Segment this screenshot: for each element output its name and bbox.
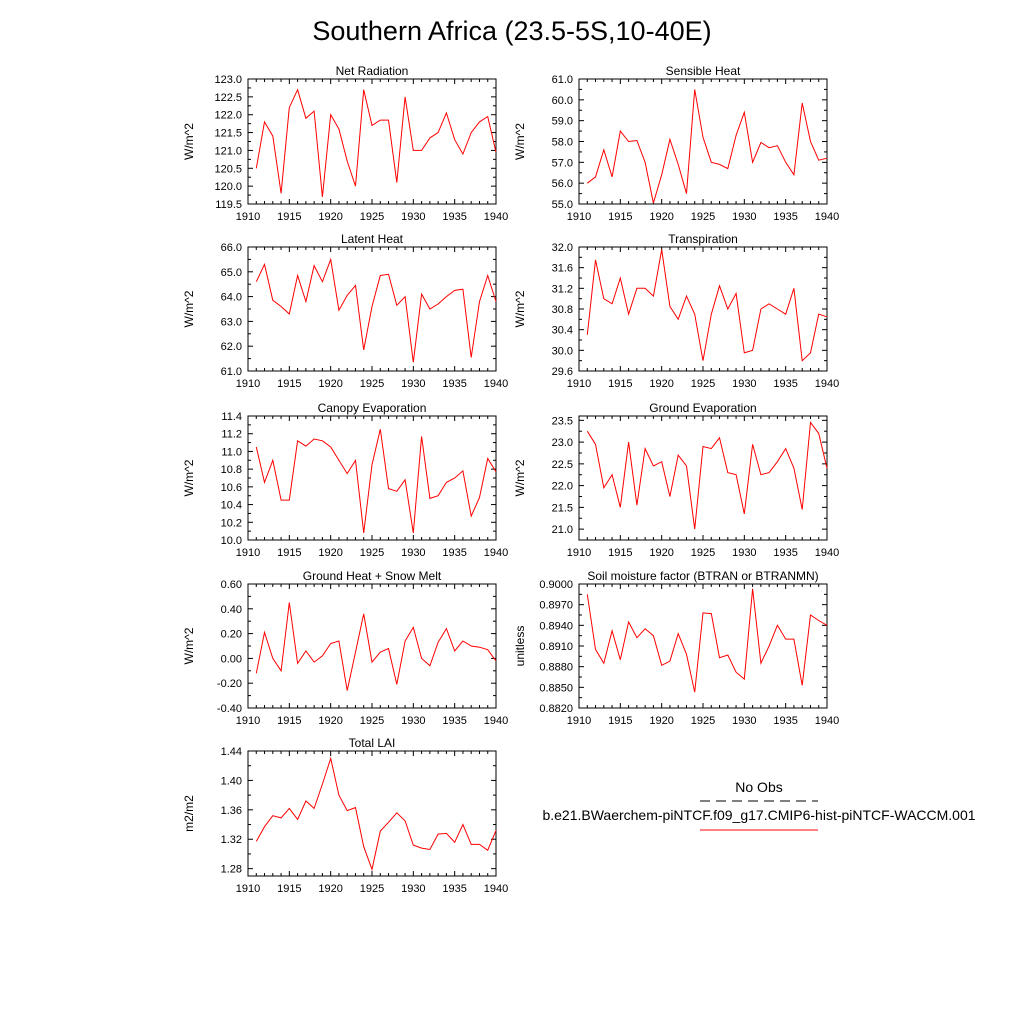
y-tick-label: 23.0 bbox=[551, 437, 573, 450]
y-tick-label: 62.0 bbox=[220, 341, 242, 354]
x-tick-label: 1930 bbox=[732, 547, 757, 559]
panel-title: Latent Heat bbox=[340, 232, 404, 246]
y-tick-label: 1.36 bbox=[220, 804, 242, 817]
x-tick-label: 1940 bbox=[483, 883, 509, 895]
data-series-line bbox=[256, 758, 496, 869]
x-tick-label: 1920 bbox=[649, 547, 674, 559]
data-series-line bbox=[587, 589, 827, 692]
x-tick-label: 1915 bbox=[277, 883, 302, 895]
data-series-line bbox=[587, 89, 827, 203]
x-tick-label: 1920 bbox=[318, 715, 343, 727]
y-tick-label: -0.20 bbox=[216, 678, 242, 691]
panel-title: Total LAI bbox=[348, 736, 396, 750]
y-tick-label: 31.6 bbox=[551, 262, 573, 275]
x-tick-label: 1935 bbox=[773, 378, 798, 390]
x-tick-label: 1930 bbox=[401, 211, 426, 223]
x-tick-label: 1920 bbox=[318, 883, 343, 895]
y-tick-label: 22.0 bbox=[551, 480, 573, 493]
x-tick-label: 1910 bbox=[566, 211, 592, 223]
x-tick-label: 1940 bbox=[814, 211, 840, 223]
y-tick-label: 122.5 bbox=[214, 91, 242, 104]
y-tick-label: 57.0 bbox=[551, 157, 573, 170]
x-tick-label: 1935 bbox=[442, 547, 467, 559]
y-axis-label: m2/m2 bbox=[182, 795, 196, 832]
y-tick-label: 0.8940 bbox=[539, 620, 573, 633]
x-tick-label: 1920 bbox=[649, 378, 674, 390]
x-tick-label: 1940 bbox=[814, 715, 840, 727]
x-tick-label: 1930 bbox=[401, 715, 426, 727]
x-tick-label: 1925 bbox=[690, 547, 716, 559]
panel-title: Transpiration bbox=[668, 232, 738, 246]
x-tick-label: 1935 bbox=[442, 211, 467, 223]
x-tick-label: 1935 bbox=[442, 883, 467, 895]
x-tick-label: 1930 bbox=[401, 883, 426, 895]
data-series-line bbox=[587, 250, 827, 361]
y-tick-label: 30.4 bbox=[551, 324, 573, 337]
chart-panel bbox=[513, 401, 839, 559]
x-tick-label: 1910 bbox=[235, 378, 261, 390]
panel-title: Net Radiation bbox=[335, 64, 409, 78]
x-tick-label: 1930 bbox=[732, 378, 757, 390]
panel-title: Ground Evaporation bbox=[649, 401, 757, 415]
y-tick-label: 63.0 bbox=[220, 316, 242, 329]
x-tick-label: 1925 bbox=[690, 211, 716, 223]
panel-title: Sensible Heat bbox=[665, 64, 741, 78]
x-tick-label: 1935 bbox=[773, 211, 798, 223]
y-axis-label: unitless bbox=[513, 625, 527, 667]
y-tick-label: 60.0 bbox=[551, 94, 573, 107]
y-tick-label: 58.0 bbox=[551, 136, 573, 149]
legend-obs-label: No Obs bbox=[735, 779, 783, 795]
data-series-line bbox=[256, 90, 496, 197]
x-tick-label: 1915 bbox=[277, 547, 302, 559]
chart-panel bbox=[182, 64, 508, 223]
y-tick-label: 29.6 bbox=[551, 366, 573, 378]
panel-title: Soil moisture factor (BTRAN or BTRANMN) bbox=[587, 569, 819, 583]
y-tick-label: 23.5 bbox=[551, 415, 573, 428]
x-tick-label: 1930 bbox=[401, 547, 426, 559]
x-tick-label: 1940 bbox=[483, 547, 509, 559]
y-tick-label: 30.0 bbox=[551, 345, 573, 358]
y-tick-label: 66.0 bbox=[220, 242, 242, 254]
x-tick-label: 1925 bbox=[359, 211, 385, 223]
y-tick-label: 0.8880 bbox=[539, 661, 573, 674]
y-tick-label: 120.0 bbox=[214, 181, 242, 194]
x-tick-label: 1910 bbox=[235, 211, 261, 223]
y-tick-label: 59.0 bbox=[551, 115, 573, 128]
y-tick-label: 10.6 bbox=[220, 481, 242, 494]
x-tick-label: 1920 bbox=[649, 211, 674, 223]
x-tick-label: 1910 bbox=[566, 378, 592, 390]
y-tick-label: 30.8 bbox=[551, 304, 573, 316]
chart-panel bbox=[182, 736, 508, 895]
chart-panel bbox=[182, 232, 508, 390]
y-tick-label: 121.5 bbox=[214, 127, 242, 140]
x-tick-label: 1915 bbox=[608, 715, 633, 727]
x-tick-label: 1940 bbox=[483, 378, 509, 390]
x-tick-label: 1910 bbox=[235, 715, 261, 727]
x-tick-label: 1915 bbox=[277, 211, 302, 223]
chart-panel bbox=[513, 569, 839, 727]
y-tick-label: 0.40 bbox=[220, 603, 242, 616]
x-tick-label: 1915 bbox=[608, 378, 633, 390]
chart-panel bbox=[182, 401, 508, 559]
x-tick-label: 1925 bbox=[359, 715, 385, 727]
x-tick-label: 1930 bbox=[732, 715, 757, 727]
x-tick-label: 1910 bbox=[566, 547, 592, 559]
y-axis-label: W/m^2 bbox=[513, 290, 527, 328]
y-tick-label: 10.0 bbox=[220, 535, 242, 547]
x-tick-label: 1935 bbox=[442, 715, 467, 727]
y-axis-label: W/m^2 bbox=[513, 123, 527, 160]
x-tick-label: 1935 bbox=[773, 715, 798, 727]
plot-frame bbox=[579, 79, 827, 204]
y-tick-label: 0.8820 bbox=[539, 703, 573, 715]
y-tick-label: 21.5 bbox=[551, 502, 573, 515]
y-tick-label: 0.9000 bbox=[539, 579, 573, 591]
y-tick-label: 11.2 bbox=[221, 428, 242, 441]
data-series-line bbox=[587, 423, 827, 530]
y-tick-label: 31.2 bbox=[551, 283, 573, 296]
y-tick-label: 0.20 bbox=[220, 628, 242, 641]
x-tick-label: 1940 bbox=[814, 378, 840, 390]
x-tick-label: 1925 bbox=[359, 883, 385, 895]
x-tick-label: 1910 bbox=[566, 715, 592, 727]
y-tick-label: 1.32 bbox=[220, 834, 242, 847]
x-tick-label: 1910 bbox=[235, 883, 261, 895]
x-tick-label: 1920 bbox=[318, 378, 343, 390]
x-tick-label: 1940 bbox=[814, 547, 840, 559]
plot-frame bbox=[579, 247, 827, 371]
y-axis-label: W/m^2 bbox=[182, 123, 196, 160]
x-tick-label: 1930 bbox=[401, 378, 426, 390]
y-tick-label: 21.0 bbox=[551, 524, 573, 537]
plot-frame bbox=[248, 416, 496, 540]
y-tick-label: 10.8 bbox=[220, 464, 242, 477]
y-tick-label: 0.00 bbox=[220, 653, 242, 666]
y-tick-label: 56.0 bbox=[551, 178, 573, 191]
x-tick-label: 1925 bbox=[690, 378, 716, 390]
y-tick-label: 64.0 bbox=[220, 291, 242, 304]
y-tick-label: 1.44 bbox=[220, 746, 242, 758]
chart-panel bbox=[513, 64, 839, 223]
plot-frame bbox=[579, 416, 827, 540]
x-tick-label: 1915 bbox=[277, 715, 302, 727]
x-tick-label: 1920 bbox=[318, 211, 343, 223]
y-tick-label: 121.0 bbox=[214, 145, 242, 158]
y-axis-label: W/m^2 bbox=[182, 290, 196, 328]
plot-frame bbox=[248, 79, 496, 204]
y-tick-label: 119.5 bbox=[215, 199, 242, 211]
x-tick-label: 1920 bbox=[649, 715, 674, 727]
x-tick-label: 1925 bbox=[359, 547, 385, 559]
x-tick-label: 1940 bbox=[483, 211, 509, 223]
panel-title: Ground Heat + Snow Melt bbox=[302, 569, 442, 583]
x-tick-label: 1920 bbox=[318, 547, 343, 559]
x-tick-label: 1940 bbox=[483, 715, 509, 727]
y-tick-label: 65.0 bbox=[220, 266, 242, 279]
y-axis-label: W/m^2 bbox=[182, 627, 196, 665]
y-tick-label: 0.8970 bbox=[539, 599, 573, 612]
x-tick-label: 1935 bbox=[773, 547, 798, 559]
y-tick-label: 32.0 bbox=[551, 242, 573, 254]
y-tick-label: 122.0 bbox=[214, 109, 242, 122]
data-series-line bbox=[256, 603, 496, 691]
y-axis-label: W/m^2 bbox=[513, 459, 527, 497]
y-tick-label: 0.8850 bbox=[539, 682, 573, 695]
y-tick-label: 55.0 bbox=[551, 199, 573, 211]
legend bbox=[542, 779, 975, 830]
y-tick-label: 22.5 bbox=[551, 458, 573, 471]
data-series-line bbox=[256, 429, 496, 533]
y-tick-label: -0.40 bbox=[216, 703, 242, 715]
y-tick-label: 11.0 bbox=[221, 446, 242, 459]
y-tick-label: 0.60 bbox=[220, 579, 242, 591]
x-tick-label: 1925 bbox=[359, 378, 385, 390]
x-tick-label: 1910 bbox=[235, 547, 261, 559]
panels bbox=[182, 64, 839, 895]
chart-panel bbox=[182, 569, 508, 727]
y-tick-label: 10.4 bbox=[220, 499, 242, 512]
y-tick-label: 61.0 bbox=[220, 366, 242, 378]
panel-title: Canopy Evaporation bbox=[317, 401, 427, 415]
y-tick-label: 1.28 bbox=[220, 863, 242, 876]
y-tick-label: 123.0 bbox=[214, 74, 242, 86]
x-tick-label: 1915 bbox=[608, 211, 633, 223]
y-tick-label: 0.8910 bbox=[539, 641, 573, 653]
y-tick-label: 11.4 bbox=[221, 411, 242, 423]
y-tick-label: 120.5 bbox=[214, 163, 242, 176]
x-tick-label: 1915 bbox=[608, 547, 633, 559]
x-tick-label: 1935 bbox=[442, 378, 467, 390]
x-tick-label: 1925 bbox=[690, 715, 716, 727]
x-tick-label: 1930 bbox=[732, 211, 757, 223]
chart-panel bbox=[513, 232, 839, 390]
legend-model-label: b.e21.BWaerchem-piNTCF.f09_g17.CMIP6-hist-piNTCF-WACCM.001 bbox=[542, 807, 976, 823]
main-title: Southern Africa (23.5-5S,10-40E) bbox=[312, 16, 712, 46]
y-axis-label: W/m^2 bbox=[182, 459, 196, 497]
data-series-line bbox=[256, 259, 496, 362]
y-tick-label: 10.2 bbox=[220, 517, 242, 530]
y-tick-label: 61.0 bbox=[551, 74, 573, 86]
y-tick-label: 1.40 bbox=[220, 775, 242, 788]
x-tick-label: 1915 bbox=[277, 378, 302, 390]
